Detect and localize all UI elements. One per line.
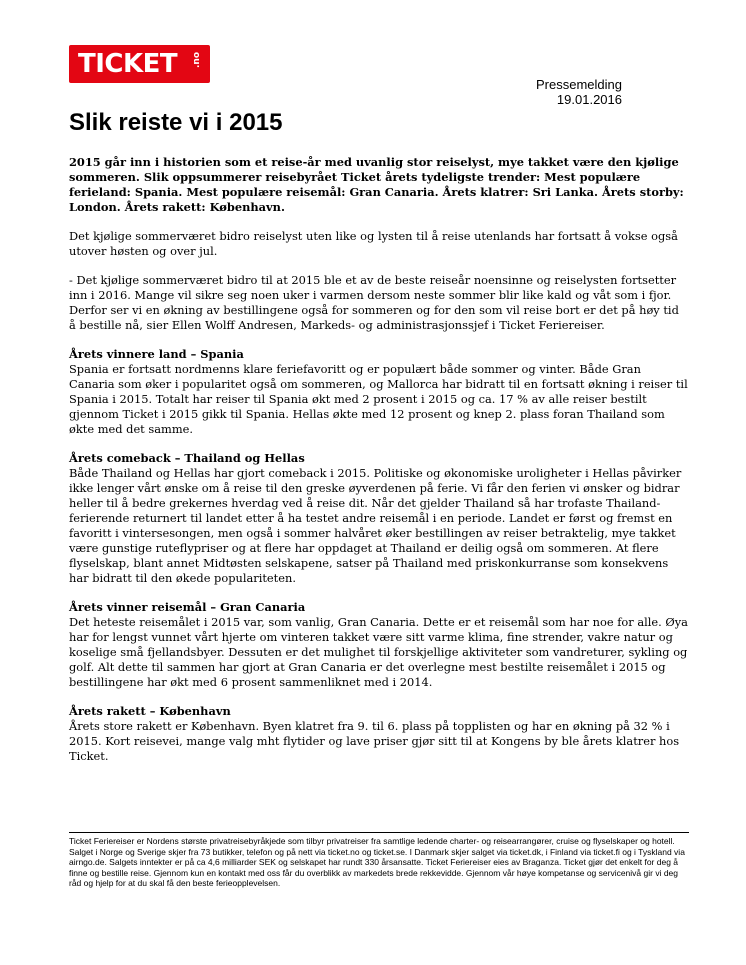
- section-heading: Årets rakett – København: [69, 704, 231, 718]
- logo-suffix: .no: [191, 51, 202, 69]
- section-text: Spania er fortsatt nordmenns klare feriefavoritt og er populært både sommer og vinter. Både Gran Canaria som øker i popularitet også om sommeren, og Mallorca har bidratt til en fortsatt økning i reiser til Spania i 2015. Totalt har reiser til Spania økt med 2 prosent i 2015 og ca. 17 % av alle reiser bestilt gjennom Ticket i 2015 gikk til Spania. Hellas økte med 12 prosent og knep 2. plass foran Thailand som økte med det samme.: [69, 362, 688, 436]
- section-copenhagen: [69, 704, 689, 764]
- logo-text: TICKET: [78, 49, 178, 79]
- footer-boilerplate: Ticket Feriereiser er Nordens største privatreisebyråkjede som tilbyr privatreiser fra samtlige ledende charter- og reisearrangører, cruise og flyselskaper og hotell. Salget i Norge og Sverige skjer fra 73 butikker, telefon og på nett via ticket.no og ticket.se. I Danmark skjer salget via ticket.dk, i Finland via ticket.fi og i Tyskland via airngo.de. Salgets inntekter er på ca 4,6 milliarder SEK og selskapet har rundt 330 årsansatte. Ticket Feriereiser eies av Braganza. Ticket gjør det enkelt for deg å finne og bestille reise. Gjennom kun en kontakt med oss får du overblikk av markedets brede rekkevidde. Gjennom vår høye kompetanse og servicenivå gir vi deg råd og hjelp for at du skal få den beste ferieopplevelsen.: [69, 832, 689, 889]
- section-text: Det heteste reisemålet i 2015 var, som vanlig, Gran Canaria. Dette er et reisemål som har noe for alle. Øya har for lengst vunnet vårt hjerte om vinteren takket være sitt varme klima, fine strender, vakre natur og koselige små fjellandsbyer. Dessuten er det mulighet til forskjellige aktiviteter som vandreturer, sykling og golf. Alt dette til sammen har gjort at Gran Canaria er det overlegne mest bestilte reisemålet i 2015 og bestillingene har økt med 6 prosent sammenliknet med i 2014.: [69, 615, 688, 689]
- lead-paragraph: 2015 går inn i historien som et reise-år med uvanlig stor reiselyst, mye takket være den kjølige sommeren. Slik oppsummerer reisebyrået Ticket årets tydeligste trender: Mest populære ferieland: Spania. Mest populære reisemål: Gran Canaria. Årets klatrer: Sri Lanka. Årets storby: London. Årets rakett: København.: [69, 155, 684, 214]
- section-gran-canaria: [69, 600, 689, 690]
- section-text: Både Thailand og Hellas har gjort comeback i 2015. Politiske og økonomiske uroligheter i Hellas påvirker ikke lenger vårt ønske om å reise til den greske øyverdenen på ferie. Vi får den ferien vi ønsker og bidrar heller til å bedre grekernes hverdag ved å reise dit. Når det gjelder Thailand så har trofaste Thailand-ferierende returnert til landet etter å ha testet andre reisemål i en periode. Landet er først og fremst en favoritt i vintersesongen, men også i sommer halvåret øker bestillingen av reiser betraktelig, mye takket være gunstige ruteflypriser og at flere har oppdaget at Thailand er deilig også om sommeren. At flere flyselskap, blant annet Midtøsten selskapene, satser på Thailand med priskonkurranse som konsekvens har bidratt til den økede populariteten.: [69, 466, 682, 585]
- section-text: Årets store rakett er København. Byen klatret fra 9. til 6. plass på topplisten og har en økning på 32 % i 2015. Kort reisevei, mange valg mht flytider og lave priser gjør sitt til at Kongens by ble årets klatrer hos Ticket.: [69, 719, 680, 763]
- press-header: [536, 77, 622, 107]
- ticket-logo: [69, 45, 210, 83]
- page-title: Slik reiste vi i 2015: [69, 109, 283, 136]
- section-spain: [69, 347, 689, 437]
- document-date: 19.01.2016: [556, 92, 622, 107]
- section-comeback: [69, 451, 689, 586]
- section-heading: Årets vinner reisemål – Gran Canaria: [69, 600, 306, 614]
- section-heading: Årets vinnere land – Spania: [69, 347, 244, 361]
- body-paragraph: Det kjølige sommerværet bidro reiselyst uten like og lysten til å reise utenlands har fortsatt å vokse også utover høsten og over jul.: [69, 229, 678, 258]
- article-body: [69, 155, 689, 778]
- section-heading: Årets comeback – Thailand og Hellas: [69, 451, 305, 465]
- body-paragraph: - Det kjølige sommerværet bidro til at 2015 ble et av de beste reiseår noensinne og reiselysten fortsetter inn i 2016. Mange vil sikre seg noen uker i varmen dersom neste sommer blir like kald og våt som i fjor. Derfor ser vi en økning av bestillingene også for sommeren og for den som vil reise bort er det på høy tid å bestille nå, sier Ellen Wolff Andresen, Markeds- og administrasjonssjef i Ticket Feriereiser.: [69, 273, 679, 332]
- document-type: Pressemelding: [536, 77, 622, 92]
